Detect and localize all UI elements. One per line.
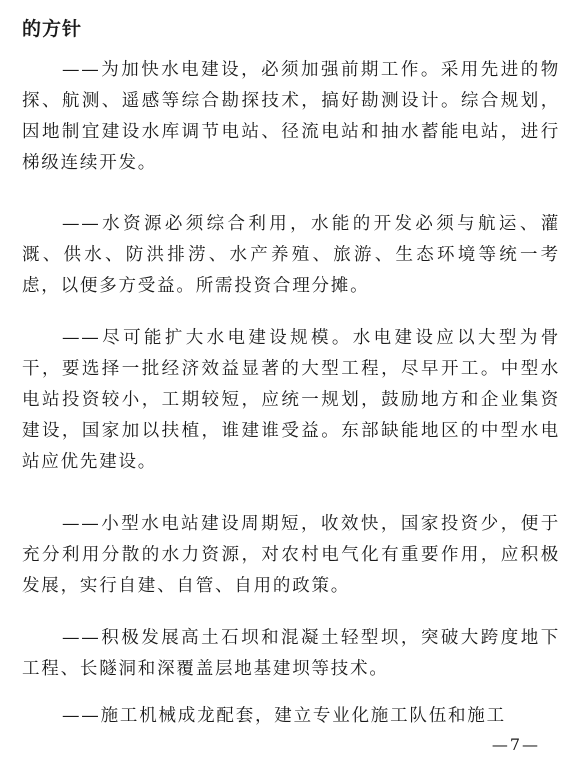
section-heading: 的方针 [22,18,83,40]
paragraph-construction-machinery: ——施工机械成龙配套，建立专业化施工队伍和施工 [62,706,506,726]
page-number: —7— [491,735,540,754]
paragraph-hydropower-prework: ——为加快水电建设，必须加强前期工作。采用先进的物探、航测、遥感等综合勘探技术，搞好勘测设计。综合规划，因地制宜建设水库调节电站、径流电站和抽水蓄能电站，进行梯级连续开发。 [22,60,560,173]
paragraph-dam-technology: ——积极发展高土石坝和混凝土轻型坝，突破大跨度地下工程、长隧洞和深覆盖层地基建坝等技术。 [22,628,560,679]
paragraph-small-hydropower: ——小型水电站建设周期短，收效快，国家投资少，便于充分利用分散的水力资源，对农村电气化有重要作用，应积极发展，实行自建、自管、自用的政策。 [22,514,560,596]
paragraph-construction-scale: ——尽可能扩大水电建设规模。水电建设应以大型为骨干，要选择一批经济效益显著的大型工程，尽早开工。中型水电站投资较小，工期较短，应统一规划，鼓励地方和企业集资建设，国家加以扶植，谁建谁受益。东部缺能地区的中型水电站应优先建设。 [22,328,560,472]
paragraph-water-resources: ——水资源必须综合利用，水能的开发必须与航运、灌溉、供水、防洪排涝、水产养殖、旅游、生态环境等统一考虑，以便多方受益。所需投资合理分摊。 [22,214,560,296]
